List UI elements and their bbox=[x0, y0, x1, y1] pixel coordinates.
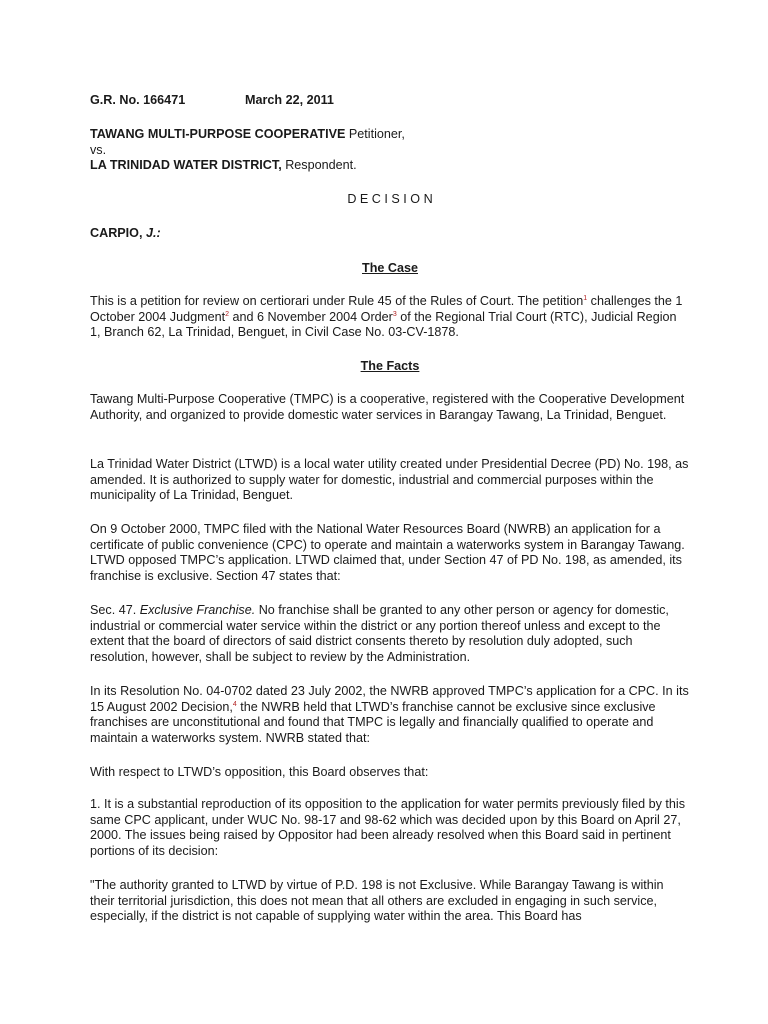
petitioner-line bbox=[90, 127, 690, 143]
p1-text-a: This is a petition for review on certiorari under Rule 45 of the Rules of Court. The petition bbox=[90, 294, 584, 308]
paragraph-application: On 9 October 2000, TMPC filed with the National Water Resources Board (NWRB) an application for a certificate of public convenience (CPC) to operate and maintain a waterworks system in Barangay Tawang. LTWD opposed TMPC’s application. LTWD claimed that, under Section 47 of PD No. 198, as amended, its franchise is exclusive. Section 47 states that: bbox=[90, 522, 685, 583]
p1-text-c: and 6 November 2004 Order bbox=[229, 309, 393, 324]
p5-text-italic: Exclusive Franchise. bbox=[139, 603, 256, 617]
decision-title: D E C I S I O N bbox=[347, 192, 433, 206]
versus: vs. bbox=[90, 142, 107, 157]
case-header bbox=[90, 93, 690, 109]
paragraph-tmpc: Tawang Multi-Purpose Cooperative (TMPC) is a cooperative, registered with the Cooperative Development Authority, and organized to provide domestic water services in Barangay Tawang, La Trinidad, Benguet. bbox=[90, 392, 685, 422]
p5-text-a: Sec. 47. bbox=[90, 603, 140, 617]
footnote-2[interactable]: 2 bbox=[225, 310, 230, 318]
decision-date: March 22, 2011 bbox=[245, 93, 334, 107]
p1-text-b: challenges the 1 October 2004 Judgment bbox=[90, 294, 683, 324]
paragraph-petition bbox=[90, 294, 690, 341]
respondent-line bbox=[90, 158, 690, 174]
footnote-4[interactable]: 4 bbox=[232, 700, 237, 708]
respondent-role: Respondent. bbox=[285, 158, 357, 173]
footnote-1[interactable]: 1 bbox=[583, 294, 588, 302]
heading-the-facts: The Facts bbox=[360, 359, 420, 373]
paragraph-item-1: 1. It is a substantial reproduction of its opposition to the application for water permits previously filed by this same CPC applicant, under WUC No. 98-17 and 98-62 which was decided upon by this Board on April 27, 2000. The issues being raised by Oppositor had been already resolved when this Board said in pertinent portions of its decision: bbox=[90, 797, 686, 858]
p6-text-b: the NWRB held that LTWD’s franchise cannot be exclusive since exclusive franchises are unconstitutional and found that TMPC is legally and financially qualified to operate and maintain a waterworks system. NWRB stated that: bbox=[90, 699, 656, 745]
paragraph-section-47 bbox=[90, 603, 690, 665]
petitioner-name: TAWANG MULTI-PURPOSE COOPERATIVE bbox=[90, 127, 346, 141]
paragraph-quote: "The authority granted to LTWD by virtue of P.D. 198 is not Exclusive. While Barangay Tawang is within their territorial jurisdiction, this does not mean that all others are excluded in engaging in such service, especially, if the district is not capable of supplying water within the area. This Board has bbox=[90, 878, 664, 924]
petitioner-role: Petitioner, bbox=[348, 127, 405, 141]
ponente-title: J.: bbox=[145, 226, 161, 240]
ponente-name: CARPIO, bbox=[90, 226, 143, 240]
footnote-3[interactable]: 3 bbox=[392, 310, 397, 318]
p6-text-a: In its Resolution No. 04-0702 dated 23 July 2002, the NWRB approved TMPC’s application for a CPC. In its 15 August 2002 Decision, bbox=[90, 684, 689, 714]
gr-number: G.R. No. 166471 bbox=[90, 93, 186, 107]
parties bbox=[90, 127, 690, 174]
p1-text-d: of the Regional Trial Court (RTC), Judicial Region 1, Branch 62, La Trinidad, Benguet, in Civil Case No. 03-CV-1878. bbox=[90, 309, 677, 340]
ponente bbox=[90, 226, 690, 242]
respondent-name: LA TRINIDAD WATER DISTRICT, bbox=[90, 158, 282, 173]
paragraph-resolution bbox=[90, 684, 690, 746]
heading-the-case: The Case bbox=[362, 261, 418, 275]
paragraph-ltwd: La Trinidad Water District (LTWD) is a local water utility created under Presidential Decree (PD) No. 198, as amended. It is authorized to supply water for domestic, industrial and commercial purposes within the municipality of La Trinidad, Benguet. bbox=[90, 457, 689, 503]
paragraph-opposition: With respect to LTWD’s opposition, this Board observes that: bbox=[90, 765, 429, 779]
p5-text-c: No franchise shall be granted to any other person or agency for domestic, industrial or commercial water service within the district or any portion thereof unless and except to the extent that the board of directors of said district consents thereto by resolution duly adopted, such resolution, however, shall be subject to review by the Administration. bbox=[90, 603, 669, 664]
